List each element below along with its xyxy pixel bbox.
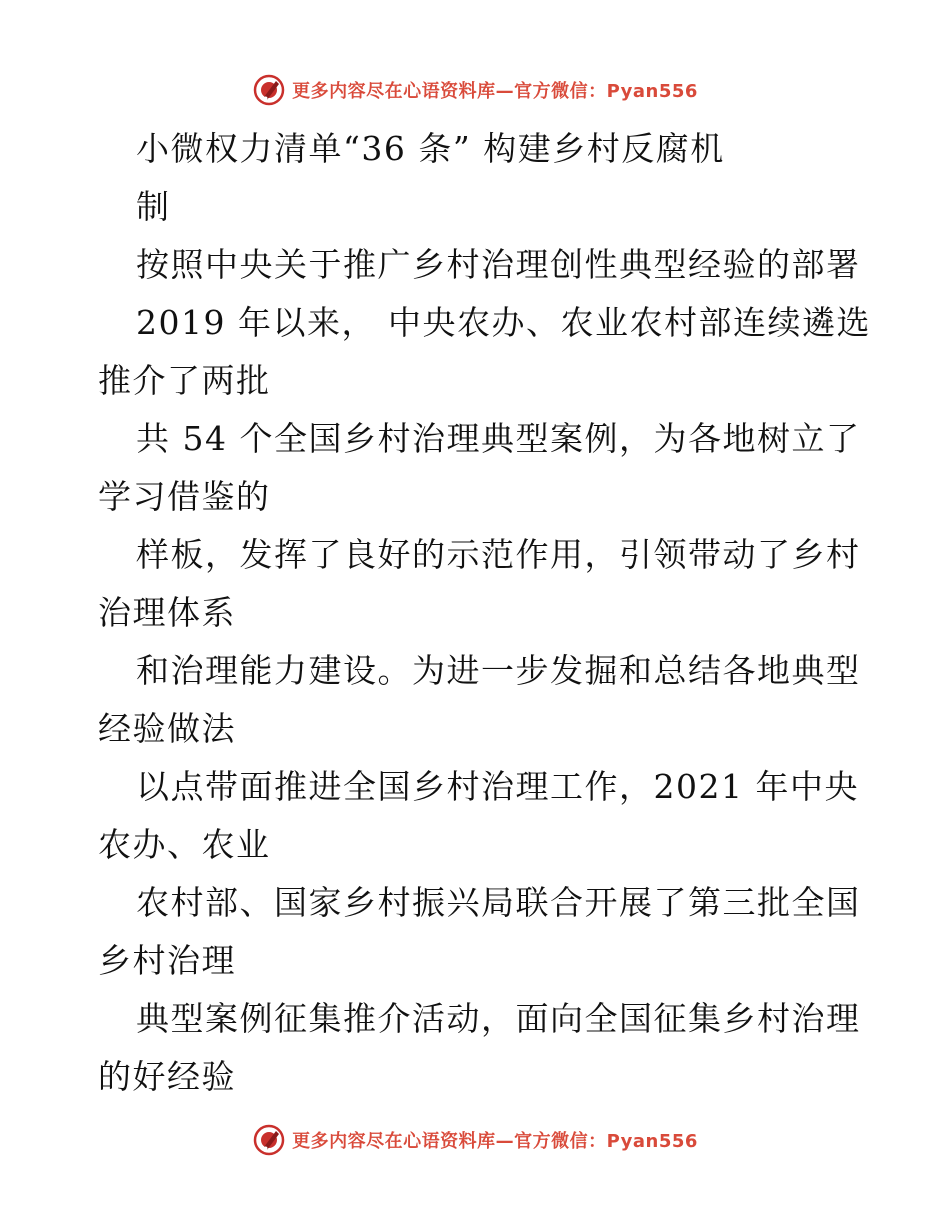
text-line: 2019 年以来， 中央农办、农业农村部连续遴选 bbox=[136, 303, 871, 342]
footer-banner bbox=[0, 1120, 950, 1160]
pen-logo-icon bbox=[252, 73, 286, 107]
article-body bbox=[98, 120, 871, 1106]
banner-text: 更多内容尽在心语资料库—官方微信：Pyan556 bbox=[292, 1131, 698, 1152]
text-line: 按照中央关于推广乡村治理创性典型经验的部署 bbox=[136, 245, 861, 284]
text-line: 乡村治理 bbox=[98, 941, 236, 980]
text-line: 治理体系 bbox=[98, 593, 236, 632]
text-line: 的好经验 bbox=[98, 1057, 236, 1096]
text-line: 制 bbox=[136, 187, 171, 226]
header-banner bbox=[0, 70, 950, 110]
text-line: 小微权力清单“36 条” 构建乡村反腐机 bbox=[136, 129, 725, 168]
text-line: 以点带面推进全国乡村治理工作，2021 年中央 bbox=[136, 767, 859, 806]
text-line: 推介了两批 bbox=[98, 361, 271, 400]
text-line: 和治理能力建设。为进一步发掘和总结各地典型 bbox=[136, 651, 861, 690]
text-line: 典型案例征集推介活动，面向全国征集乡村治理 bbox=[136, 999, 861, 1038]
text-line: 经验做法 bbox=[98, 709, 236, 748]
text-line: 共 54 个全国乡村治理典型案例，为各地树立了 bbox=[136, 419, 861, 458]
banner-text: 更多内容尽在心语资料库—官方微信：Pyan556 bbox=[292, 81, 698, 102]
text-line: 样板，发挥了良好的示范作用，引领带动了乡村 bbox=[136, 535, 861, 574]
pen-logo-icon bbox=[252, 1123, 286, 1157]
text-line: 农村部、国家乡村振兴局联合开展了第三批全国 bbox=[136, 883, 861, 922]
text-line: 农办、农业 bbox=[98, 825, 271, 864]
text-line: 学习借鉴的 bbox=[98, 477, 271, 516]
